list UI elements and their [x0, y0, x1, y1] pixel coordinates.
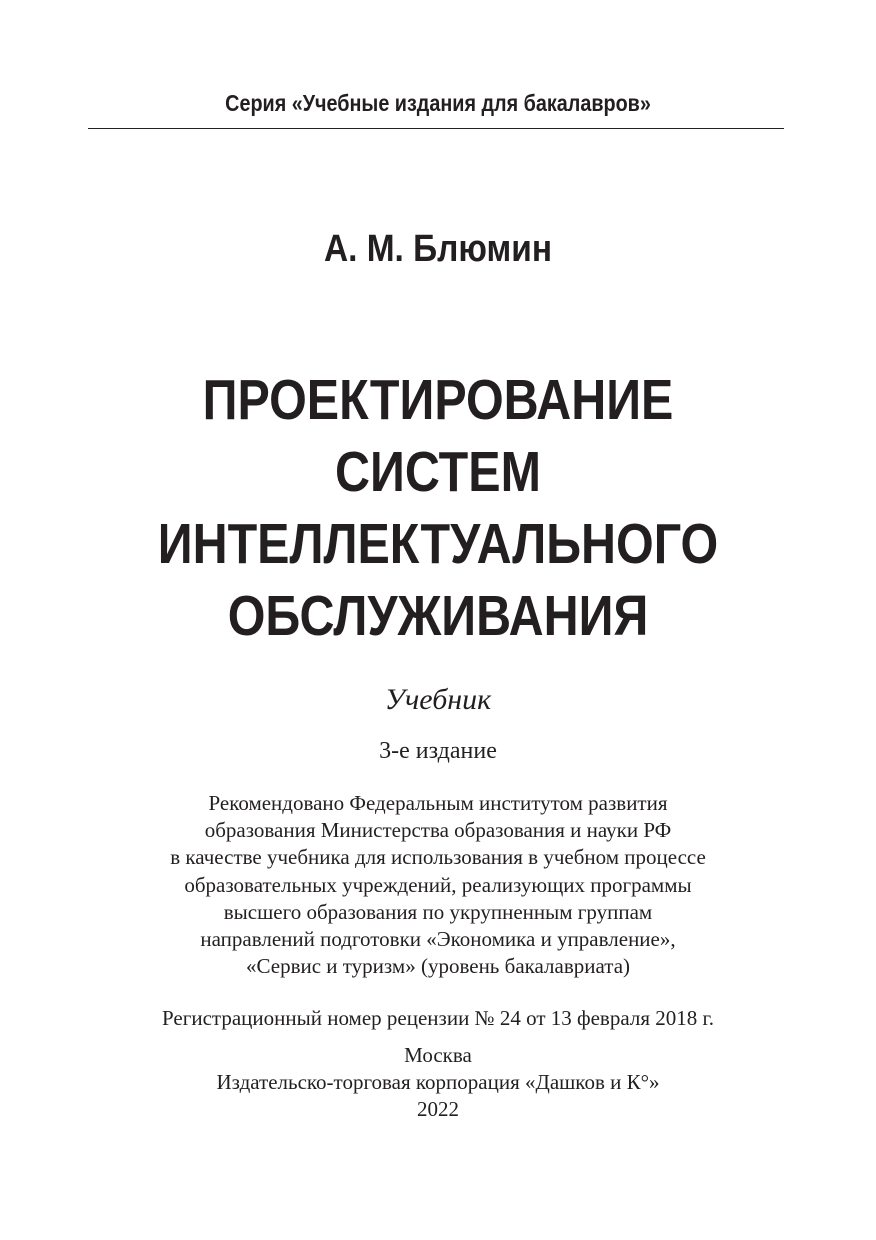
review-registration: Регистрационный номер рецензии № 24 от 13 февраля 2018 г.	[162, 1006, 714, 1030]
book-type: Учебник	[384, 683, 492, 716]
title-line: СИСТЕМ	[335, 440, 541, 504]
imprint-publisher: Издательско-торговая корпорация «Дашков и К°»	[216, 1070, 660, 1094]
series-heading: Серия «Учебные издания для бакалавров»	[225, 90, 651, 116]
recommendation-line: образовательных учреждений, реализующих программы	[184, 872, 692, 897]
recommendation-line: образования Министерства образования и науки РФ	[204, 818, 672, 843]
edition-label: 3-е издание	[379, 738, 497, 764]
header-divider	[88, 128, 784, 129]
title-line: ОБСЛУЖИВАНИЯ	[227, 584, 649, 648]
author-name: А. М. Блюмин	[323, 228, 553, 270]
recommendation-text	[0, 790, 876, 980]
book-title	[0, 364, 876, 652]
recommendation-line: Рекомендовано Федеральным институтом развития	[208, 791, 668, 815]
recommendation-line: в качестве учебника для использования в учебном процессе	[170, 845, 706, 870]
title-line: ИНТЕЛЛЕКТУАЛЬНОГО	[157, 512, 719, 576]
recommendation-line: «Сервис и туризм» (уровень бакалавриата)	[245, 954, 631, 979]
imprint	[0, 1042, 876, 1123]
recommendation-line: высшего образования по укрупненным группам	[223, 899, 653, 924]
title-line: ПРОЕКТИРОВАНИЕ	[202, 368, 674, 432]
imprint-city: Москва	[404, 1043, 472, 1067]
recommendation-line: направлений подготовки «Экономика и управление»,	[200, 927, 676, 952]
imprint-year: 2022	[417, 1097, 459, 1121]
